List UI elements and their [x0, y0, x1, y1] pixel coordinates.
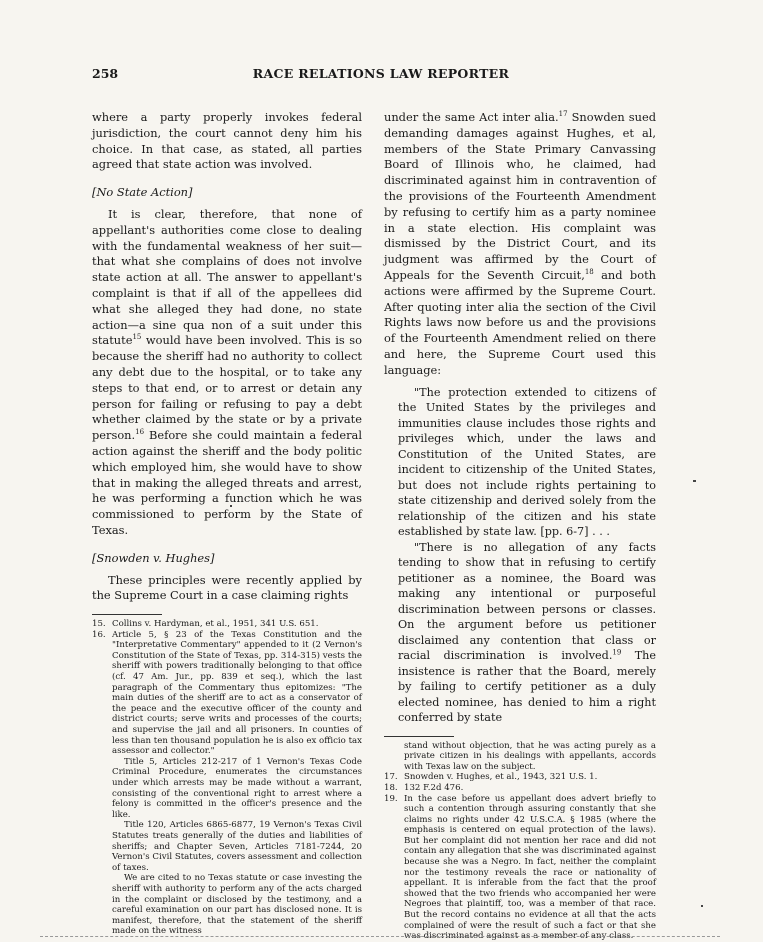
scan-speck — [230, 505, 232, 507]
running-title: RACE RELATIONS LAW REPORTER — [252, 66, 510, 81]
text-run: Snowden sued demanding damages against Hughes, et al, members of the State Primary Canvassing Board of Illinois who, he claimed, had discriminated against him in contravention of the provisions of the Fourteenth Amendment by refusing to certify him as a party nominee in a state election. His complaint was dismissed by the District Court, and its judgment was affirmed by the Court of Appeals for the Seventh Circuit, — [384, 110, 656, 282]
footnote-number: 16. — [92, 629, 106, 640]
footnote-text-run: Article 5, § 23 of the Texas Constitution and the "Interpretative Commentary" appended to it (2 Vernon's Constitution of the State of Texas, pp. 314-315) vests the sheriff with powers traditionally belonging to that office (cf. 47 Am. Jur., pp. 839 et seq.), which the last paragraph of the Commentary thus epitomizes: "The main duties of the sheriff are to act as a conservator of the peace and the executive officer of the county and district courts; serve writs and processes of the courts; and supervise the jail and all prisoners. In counties of less than ten thousand population he is also ex officio tax assessor and collector." — [112, 629, 362, 757]
footnotes — [92, 619, 362, 937]
footnote-ref: 19 — [612, 648, 622, 657]
text-run: Before she could maintain a federal action against the sheriff and the body politic which employed him, she would have to show that in making the alleged threats and arrest, he was performing a function which he was commissioned to perform by the State of Texas. — [92, 428, 362, 537]
footnote — [384, 783, 656, 794]
paragraph: These principles were recently applied by the Supreme Court in a case claiming rights — [92, 572, 362, 603]
left-column — [92, 110, 362, 937]
page-header — [92, 62, 670, 84]
footnote-ref: 18 — [584, 268, 594, 277]
quote-paragraph: "The protection extended to citizens of the United States by the privileges and immunities clause includes those rights and privileges which, under the laws and Constitution of the United States, are incident to citizenship of the United States, but does not include rights pertaining to state citizenship and derived solely from the relationship of the citizen and his state established by state law. [pp. 6-7] . . . — [398, 385, 656, 539]
footnote-text — [112, 630, 362, 937]
paragraph — [92, 207, 362, 539]
footnote-text: stand without objection, that he was acting purely as a private citizen in his dealings with appellants, accords with Texas law on the subject. — [404, 740, 656, 772]
text-run: and both actions were affirmed by the Supreme Court. After quoting inter alia the section of the Civil Rights laws now before us and the provisions of the Fourteenth Amendment relied on there and here, the Supreme Court used this language: — [384, 267, 656, 377]
footnote-rule — [92, 614, 162, 615]
footnote-ref: 15 — [132, 333, 142, 342]
right-column — [384, 110, 656, 942]
section-heading: [No State Action] — [92, 185, 193, 200]
block-quote — [398, 385, 656, 726]
text-run: "There is no allegation of any facts tending to show that in refusing to certify petitioner as a nominee, the Board was making any intentional or purposeful discrimination between persons or classes. On the argument before us petitioner disclaimed any contention that class or racial discrimination is involved. — [398, 540, 656, 663]
scan-speck — [701, 905, 703, 907]
text-run: The insistence is rather that the Board, merely by failing to certify petitioner as a duly elected nominee, has denied to him a right conferred by state — [398, 649, 656, 725]
footnote-number: 18. — [384, 782, 398, 793]
footnote-number: 17. — [384, 772, 398, 783]
footnote-text: Collins v. Hardyman, et al., 1951, 341 U.S. 651. — [112, 619, 319, 630]
paragraph: where a party properly invokes federal jurisdiction, the court cannot deny him his choice. In that case, as stated, all parties agreed that state action was involved. — [92, 110, 362, 172]
footnote-text: 132 F.2d 476. — [404, 782, 464, 793]
footnote-continued — [384, 741, 656, 773]
footnote-text: Snowden v. Hughes, et al., 1943, 321 U.S. 1. — [404, 772, 598, 783]
footnote-rule — [384, 736, 454, 737]
scan-edge — [40, 936, 720, 937]
footnote — [384, 772, 656, 783]
footnote-paragraph: Title 5, Articles 212-217 of 1 Vernon's Texas Code Criminal Procedure, enumerates the circumstances under which arrests may be made without a warrant, consisting of the conventional right to arrest where a felony is committed in the officer's presence and the like. — [112, 756, 362, 820]
footnote-ref: 17 — [558, 110, 568, 119]
footnotes — [384, 741, 656, 942]
footnote-paragraph: We are cited to no Texas statute or case investing the sheriff with authority to perform any of the acts charged in the complaint or disclosed by the testimony, and a careful examination on our part has disclosed none. It is manifest, therefore, that the statement of the sheriff made on the witness — [112, 873, 362, 937]
footnote — [92, 630, 362, 937]
footnote-number: 19. — [384, 793, 398, 804]
quote-paragraph — [398, 540, 656, 726]
paragraph — [384, 110, 656, 379]
scan-speck — [693, 480, 696, 482]
footnote — [384, 794, 656, 942]
footnote-text: In the case before us appellant does advert briefly to such a contention through assuring constantly that she claims no rights under 42 U.S.C.A. § 1985 (where the emphasis is centered on equal protection of the laws). But her complaint did not mention her race and did not contain any allegation that she was discriminated against because she was a Negro. In fact, neither the complaint nor the testimony reveals the race or nationality of appellant. It is inferable from the fact that the proof showed that the two friends who accompanied her were Negroes that plaintiff, too, was a member of that race. But the record contains no evidence at all that the acts complained of were the result of such a fact or that she was discriminated against as a member of any class. — [404, 793, 656, 942]
footnote — [92, 619, 362, 630]
footnote-ref: 16 — [135, 428, 145, 437]
text-run: would have been involved. This is so because the sheriff had no authority to collect any debt due to the hospital, or to take any steps to that end, or to arrest or detain any person for failing or refusing to pay a debt whether claimed by the state or by a private person. — [92, 333, 362, 443]
footnote-number: 15. — [92, 619, 106, 630]
text-run: It is clear, therefore, that none of appellant's authorities come close to dealing with the fundamental weakness of her suit—that what she complains of does not involve state action at all. The answer to appellant's complaint is that if all of the appellees did what she alleged they had done, no state action—a sine qua non of a suit under this statute — [92, 206, 362, 348]
footnote-paragraph: Title 120, Articles 6865-6877, 19 Vernon's Texas Civil Statutes treats generally of the duties and liabilities of sheriffs; and Chapter Seven, Articles 7181-7244, 20 Vernon's Civil Statutes, covers assessment and collection of taxes. — [112, 820, 362, 873]
page-number: 258 — [92, 66, 119, 81]
section-heading: [Snowden v. Hughes] — [92, 550, 215, 565]
text-run: under the same Act inter alia. — [384, 110, 559, 124]
